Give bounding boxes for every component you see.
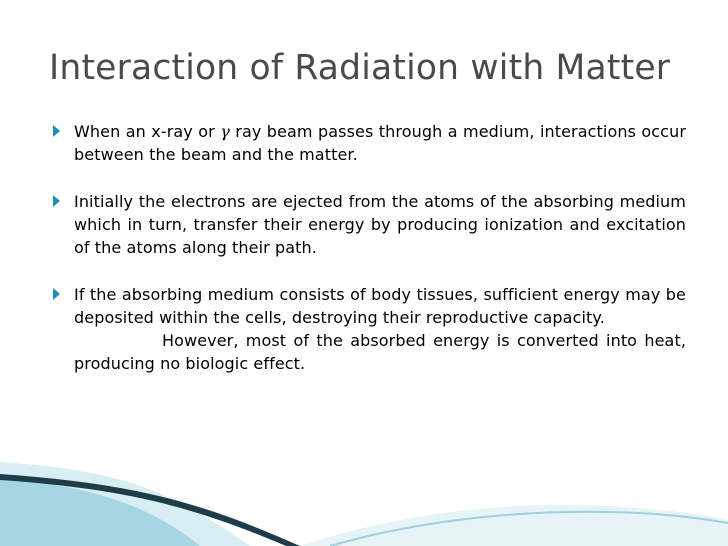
triangle-right-icon [53, 195, 60, 207]
bullet-list [52, 119, 686, 375]
triangle-right-icon [53, 288, 60, 300]
bullet-text: If the absorbing medium consists of body tissues, sufficient energy may be deposited within the cells, destroying their reproductive capacity. [74, 285, 686, 327]
bullet-text [74, 120, 686, 166]
triangle-right-icon [53, 125, 60, 137]
continuation-paragraph [52, 329, 686, 375]
bullet-item [52, 283, 686, 329]
bullet-text-part: ray beam passes through a medium, interactions occur between the beam and the matter. [74, 122, 686, 164]
slide-title: Interaction of Radiation with Matter [49, 48, 671, 88]
bullet-text: Initially the electrons are ejected from the atoms of the absorbing medium which in turn, transfer their energy by producing ionization and excitation of the atoms along their path. [74, 192, 686, 257]
gamma-symbol: γ [220, 122, 230, 141]
wave-right-band [300, 505, 728, 546]
continuation-text: However, most of the absorbed energy is converted into heat, producing no biologic effect. [74, 331, 686, 373]
bullet-item [52, 120, 686, 166]
bullet-item [52, 190, 686, 259]
bullet-text-part: When an x-ray or [74, 122, 221, 141]
